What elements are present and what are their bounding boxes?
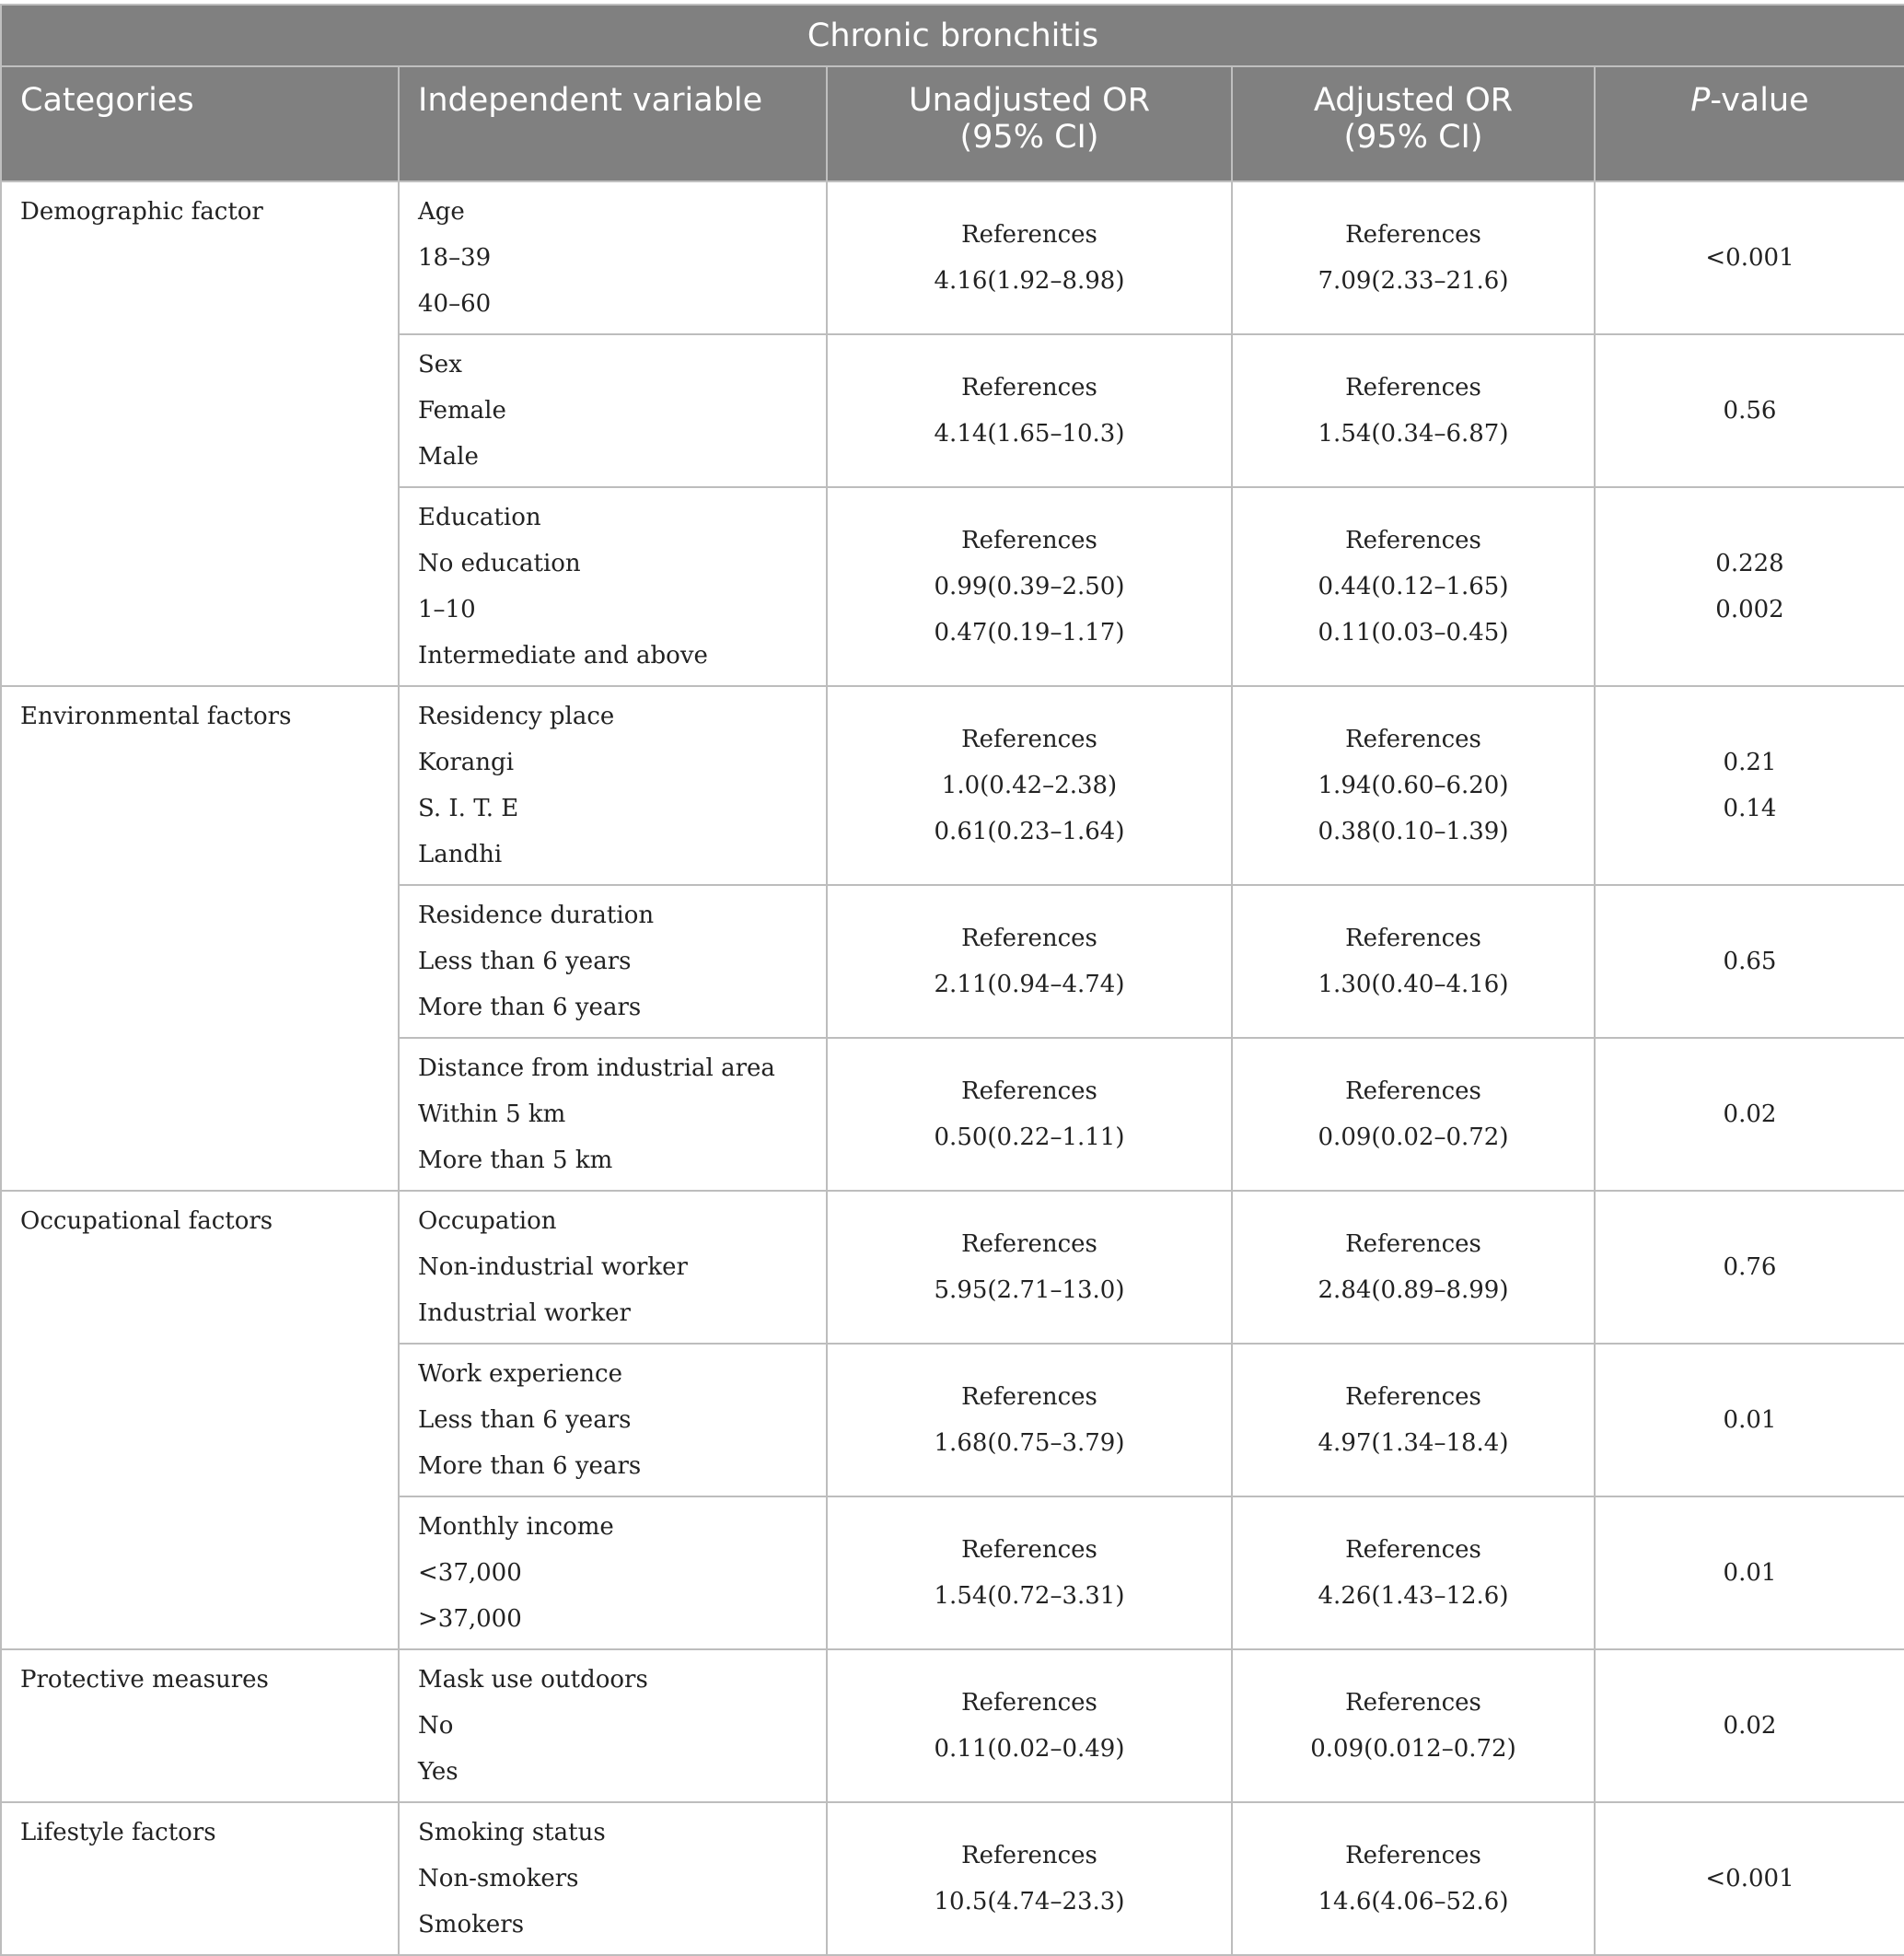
unadjusted-or-cell-line: References xyxy=(961,1842,1097,1869)
adjusted-or-cell-line: References xyxy=(1345,1077,1481,1105)
variable-cell-line: 40–60 xyxy=(418,290,492,318)
unadjusted-or-cell-line: 4.16(1.92–8.98) xyxy=(934,267,1125,295)
variable-cell-line: Landhi xyxy=(418,841,503,868)
unadjusted-or-cell-line: References xyxy=(961,527,1097,554)
variable-cell-line: Mask use outdoors xyxy=(418,1666,648,1694)
unadjusted-or-cell-line: 4.14(1.65–10.3) xyxy=(934,420,1125,448)
variable-cell-line: Residency place xyxy=(418,703,615,730)
variable-cell-line: Less than 6 years xyxy=(418,948,632,975)
p-value-cell xyxy=(1595,1649,1904,1802)
unadjusted-or-cell xyxy=(827,885,1232,1038)
unadjusted-or-cell-line: 0.50(0.22–1.11) xyxy=(934,1124,1125,1151)
variable-cell xyxy=(399,1649,827,1802)
unadjusted-or-cell-line: References xyxy=(961,1383,1097,1411)
unadjusted-or-cell-line: References xyxy=(961,1689,1097,1717)
p-value-cell xyxy=(1595,686,1904,885)
category-cell: Environmental factors xyxy=(1,686,399,1191)
header-unadjusted-or xyxy=(827,66,1232,181)
unadjusted-or-cell-line: 1.68(0.75–3.79) xyxy=(934,1429,1125,1457)
header-adjusted-or xyxy=(1232,66,1595,181)
variable-cell-line: S. I. T. E xyxy=(418,795,519,822)
category-cell: Occupational factors xyxy=(1,1191,399,1649)
unadjusted-or-cell-line: 2.11(0.94–4.74) xyxy=(934,971,1125,998)
unadjusted-or-cell xyxy=(827,487,1232,686)
unadjusted-or-cell-line: 0.11(0.02–0.49) xyxy=(934,1735,1125,1763)
variable-cell-line: Female xyxy=(418,397,506,425)
odds-ratio-table xyxy=(0,4,1904,1956)
header-p-value xyxy=(1595,66,1904,181)
adjusted-or-cell xyxy=(1232,686,1595,885)
variable-cell-line: Less than 6 years xyxy=(418,1406,632,1434)
unadjusted-or-cell xyxy=(827,1496,1232,1649)
variable-cell-line: Non-industrial worker xyxy=(418,1253,688,1281)
table-row xyxy=(1,686,1904,885)
p-value-cell-line: 0.65 xyxy=(1723,948,1777,975)
adjusted-or-cell xyxy=(1232,1038,1595,1191)
variable-cell-line: Within 5 km xyxy=(418,1100,566,1128)
p-value-cell xyxy=(1595,334,1904,487)
header-row xyxy=(1,66,1904,181)
p-value-cell xyxy=(1595,1802,1904,1955)
adjusted-or-cell-line: References xyxy=(1345,374,1481,402)
variable-cell-line: Non-smokers xyxy=(418,1865,579,1892)
variable-cell xyxy=(399,686,827,885)
variable-cell xyxy=(399,1802,827,1955)
variable-cell-line: No xyxy=(418,1712,454,1740)
unadjusted-or-cell xyxy=(827,334,1232,487)
adjusted-or-cell-line: References xyxy=(1345,1536,1481,1564)
adjusted-or-cell-line: 4.26(1.43–12.6) xyxy=(1318,1582,1509,1610)
unadjusted-or-cell-line: 10.5(4.74–23.3) xyxy=(934,1888,1125,1915)
variable-cell-line: Korangi xyxy=(418,749,515,776)
adjusted-or-cell-line: References xyxy=(1345,1383,1481,1411)
p-value-cell xyxy=(1595,1191,1904,1344)
p-value-cell-line: 0.21 xyxy=(1723,749,1777,776)
unadjusted-or-cell-line: 0.61(0.23–1.64) xyxy=(934,818,1125,845)
variable-cell xyxy=(399,181,827,334)
p-value-cell xyxy=(1595,1344,1904,1496)
unadjusted-or-cell xyxy=(827,1038,1232,1191)
variable-cell-line: Distance from industrial area xyxy=(418,1054,775,1082)
variable-cell-line: Education xyxy=(418,504,541,531)
unadjusted-or-cell-line: References xyxy=(961,374,1097,402)
unadjusted-or-cell-line: 1.54(0.72–3.31) xyxy=(934,1582,1125,1610)
variable-cell-line: Industrial worker xyxy=(418,1299,631,1327)
adjusted-or-cell-line: 7.09(2.33–21.6) xyxy=(1318,267,1509,295)
variable-cell xyxy=(399,334,827,487)
variable-cell-line: More than 6 years xyxy=(418,1452,642,1480)
variable-cell-line: Intermediate and above xyxy=(418,642,708,669)
unadjusted-or-cell-line: References xyxy=(961,221,1097,249)
adjusted-or-cell-line: References xyxy=(1345,1689,1481,1717)
variable-cell-line: Male xyxy=(418,443,479,471)
adjusted-or-cell xyxy=(1232,1496,1595,1649)
adjusted-or-cell-line: 0.11(0.03–0.45) xyxy=(1318,619,1509,646)
header-unadjusted-or-line2: (95% CI) xyxy=(959,119,1099,156)
p-value-cell-line: 0.02 xyxy=(1723,1712,1777,1740)
variable-cell-line: Residence duration xyxy=(418,902,655,929)
unadjusted-or-cell-line: References xyxy=(961,726,1097,753)
adjusted-or-cell-line: 14.6(4.06–52.6) xyxy=(1318,1888,1509,1915)
header-p-value-rest: -value xyxy=(1710,82,1809,119)
table-row xyxy=(1,181,1904,334)
p-value-cell-line: <0.001 xyxy=(1705,1865,1794,1892)
adjusted-or-cell-line: References xyxy=(1345,726,1481,753)
variable-cell-line: 1–10 xyxy=(418,596,476,623)
variable-cell-line: Occupation xyxy=(418,1207,557,1235)
variable-cell xyxy=(399,487,827,686)
adjusted-or-cell xyxy=(1232,885,1595,1038)
adjusted-or-cell-line: 0.44(0.12–1.65) xyxy=(1318,573,1509,600)
unadjusted-or-cell-line: References xyxy=(961,1230,1097,1258)
unadjusted-or-cell xyxy=(827,686,1232,885)
adjusted-or-cell-line: 0.09(0.012–0.72) xyxy=(1310,1735,1516,1763)
unadjusted-or-cell-line: 0.99(0.39–2.50) xyxy=(934,573,1125,600)
category-cell: Demographic factor xyxy=(1,181,399,686)
unadjusted-or-cell-line: 1.0(0.42–2.38) xyxy=(941,772,1118,799)
category-cell: Protective measures xyxy=(1,1649,399,1802)
header-independent-variable: Independent variable xyxy=(399,66,827,181)
variable-cell-line: >37,000 xyxy=(418,1605,522,1633)
variable-cell-line: More than 6 years xyxy=(418,994,642,1021)
p-value-cell-line: 0.02 xyxy=(1723,1100,1777,1128)
variable-cell xyxy=(399,1038,827,1191)
header-adjusted-or-line2: (95% CI) xyxy=(1343,119,1483,156)
table-row xyxy=(1,1649,1904,1802)
adjusted-or-cell xyxy=(1232,334,1595,487)
p-value-cell-line: 0.76 xyxy=(1723,1253,1777,1281)
adjusted-or-cell xyxy=(1232,1802,1595,1955)
variable-cell xyxy=(399,1496,827,1649)
unadjusted-or-cell xyxy=(827,181,1232,334)
adjusted-or-cell xyxy=(1232,487,1595,686)
unadjusted-or-cell-line: References xyxy=(961,1077,1097,1105)
variable-cell xyxy=(399,1191,827,1344)
adjusted-or-cell-line: 1.94(0.60–6.20) xyxy=(1318,772,1509,799)
unadjusted-or-cell-line: References xyxy=(961,1536,1097,1564)
p-value-cell xyxy=(1595,1038,1904,1191)
variable-cell-line: Smoking status xyxy=(418,1819,606,1846)
adjusted-or-cell-line: References xyxy=(1345,1842,1481,1869)
p-value-cell xyxy=(1595,487,1904,686)
table-title-row xyxy=(1,5,1904,66)
adjusted-or-cell xyxy=(1232,1344,1595,1496)
adjusted-or-cell xyxy=(1232,1649,1595,1802)
category-cell: Lifestyle factors xyxy=(1,1802,399,1955)
p-value-cell-line: 0.002 xyxy=(1715,596,1784,623)
table-row xyxy=(1,1802,1904,1955)
header-categories: Categories xyxy=(1,66,399,181)
variable-cell-line: Age xyxy=(418,198,465,226)
variable-cell-line: Monthly income xyxy=(418,1513,614,1541)
unadjusted-or-cell-line: 5.95(2.71–13.0) xyxy=(934,1276,1125,1304)
variable-cell xyxy=(399,1344,827,1496)
p-value-cell-line: 0.56 xyxy=(1723,397,1777,425)
variable-cell-line: 18–39 xyxy=(418,244,492,272)
unadjusted-or-cell xyxy=(827,1191,1232,1344)
p-value-cell-line: 0.228 xyxy=(1715,550,1784,577)
header-unadjusted-or-line1: Unadjusted OR xyxy=(908,82,1151,119)
p-value-cell-line: 0.01 xyxy=(1723,1406,1777,1434)
adjusted-or-cell-line: 1.30(0.40–4.16) xyxy=(1318,971,1509,998)
adjusted-or-cell-line: References xyxy=(1345,221,1481,249)
table-title: Chronic bronchitis xyxy=(1,5,1904,66)
header-adjusted-or-line1: Adjusted OR xyxy=(1313,82,1514,119)
p-value-cell xyxy=(1595,181,1904,334)
variable-cell-line: <37,000 xyxy=(418,1559,522,1587)
adjusted-or-cell-line: 2.84(0.89–8.99) xyxy=(1318,1276,1509,1304)
variable-cell-line: Sex xyxy=(418,351,462,378)
adjusted-or-cell-line: 0.09(0.02–0.72) xyxy=(1318,1124,1509,1151)
adjusted-or-cell-line: References xyxy=(1345,527,1481,554)
unadjusted-or-cell-line: 0.47(0.19–1.17) xyxy=(934,619,1125,646)
adjusted-or-cell xyxy=(1232,181,1595,334)
adjusted-or-cell-line: References xyxy=(1345,925,1481,952)
variable-cell-line: Smokers xyxy=(418,1911,525,1939)
variable-cell-line: Yes xyxy=(418,1758,459,1786)
table-row xyxy=(1,1191,1904,1344)
adjusted-or-cell-line: 1.54(0.34–6.87) xyxy=(1318,420,1509,448)
p-value-cell-line: 0.14 xyxy=(1723,795,1777,822)
header-p-value-italic: P xyxy=(1690,82,1711,119)
unadjusted-or-cell-line: References xyxy=(961,925,1097,952)
p-value-cell xyxy=(1595,885,1904,1038)
variable-cell-line: No education xyxy=(418,550,581,577)
adjusted-or-cell-line: 0.38(0.10–1.39) xyxy=(1318,818,1509,845)
variable-cell-line: Work experience xyxy=(418,1360,622,1388)
adjusted-or-cell-line: 4.97(1.34–18.4) xyxy=(1318,1429,1509,1457)
unadjusted-or-cell xyxy=(827,1649,1232,1802)
adjusted-or-cell xyxy=(1232,1191,1595,1344)
p-value-cell xyxy=(1595,1496,1904,1649)
adjusted-or-cell-line: References xyxy=(1345,1230,1481,1258)
p-value-cell-line: <0.001 xyxy=(1705,244,1794,272)
unadjusted-or-cell xyxy=(827,1802,1232,1955)
p-value-cell-line: 0.01 xyxy=(1723,1559,1777,1587)
unadjusted-or-cell xyxy=(827,1344,1232,1496)
variable-cell xyxy=(399,885,827,1038)
variable-cell-line: More than 5 km xyxy=(418,1147,613,1174)
